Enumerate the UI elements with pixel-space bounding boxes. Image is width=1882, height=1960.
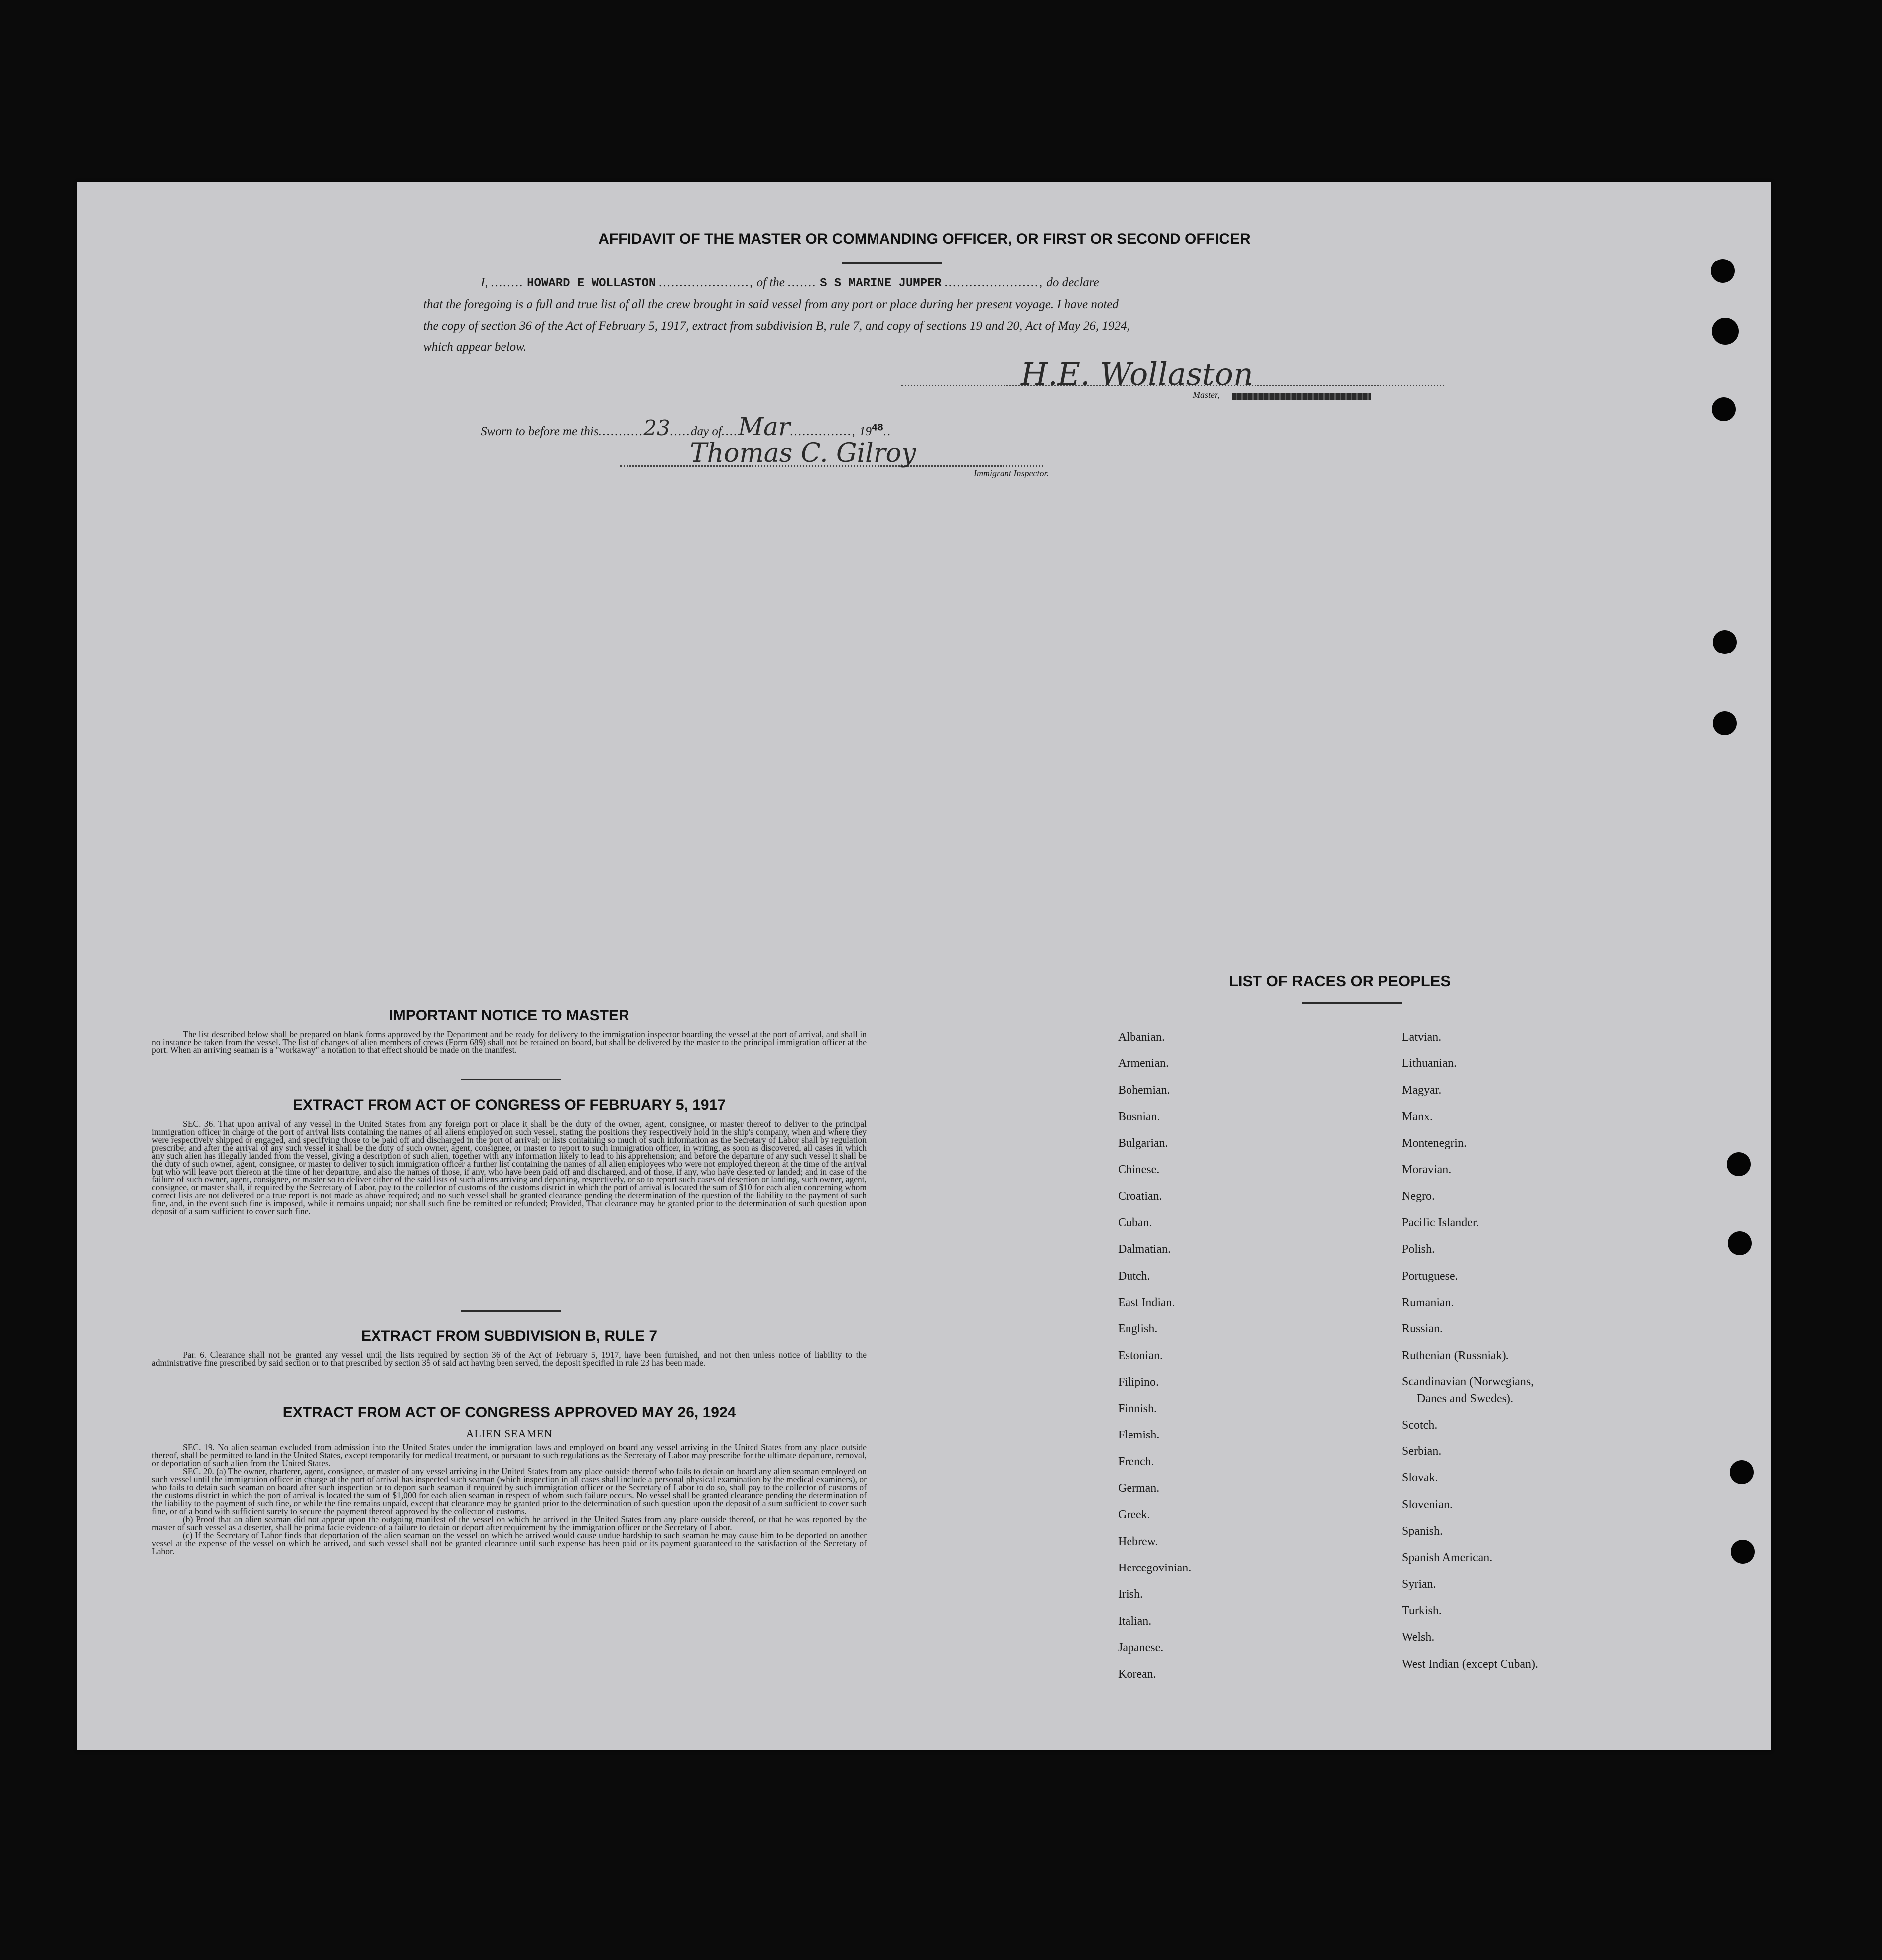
i-label: I, — [481, 276, 488, 289]
races-title: LIST OF RACES OR PEOPLES — [1228, 972, 1451, 990]
race-item: East Indian. — [1118, 1296, 1175, 1309]
master-caption: Master, — [1193, 390, 1220, 400]
sworn-label: Sworn to before me this — [481, 425, 599, 438]
punch-hole — [1728, 1231, 1752, 1255]
race-item: Slovenian. — [1402, 1498, 1453, 1511]
punch-hole — [1730, 1460, 1754, 1484]
race-item: Scotch. — [1402, 1418, 1438, 1432]
race-item: Flemish. — [1118, 1429, 1160, 1442]
race-item: Japanese. — [1118, 1641, 1164, 1654]
notice-text-block — [152, 1030, 867, 1054]
race-item: Slovak. — [1402, 1471, 1438, 1485]
race-item: German. — [1118, 1482, 1160, 1495]
race-item: Armenian. — [1118, 1057, 1169, 1070]
race-item: Serbian. — [1402, 1445, 1442, 1458]
race-item: Bohemian. — [1118, 1083, 1170, 1097]
sworn-month: Mar — [738, 412, 790, 441]
race-item: Portuguese. — [1402, 1269, 1458, 1283]
affidavit-line-4: which appear below. — [423, 340, 527, 354]
race-item: Turkish. — [1402, 1604, 1442, 1617]
race-item: Scandinavian (Norwegians, — [1402, 1375, 1534, 1388]
race-item: Pacific Islander. — [1402, 1216, 1479, 1230]
race-item: Ruthenian (Russniak). — [1402, 1349, 1509, 1362]
notice-title: IMPORTANT NOTICE TO MASTER — [389, 1007, 629, 1024]
race-item: Welsh. — [1402, 1631, 1435, 1644]
punch-hole — [1731, 1540, 1755, 1564]
race-item: French. — [1118, 1455, 1154, 1468]
affidavit-line-3: the copy of section 36 of the Act of February 5, 1917, extract from subdivision B, rule 7, and copy of sections 19 and 20, Act of May 26, 1924, — [423, 319, 1130, 333]
section-rule — [461, 1310, 561, 1312]
affidavit-line-2: that the foregoing is a full and true list of all the crew brought in said vessel from any port or place during her present voyage. I have noted — [423, 298, 1119, 311]
race-item: English. — [1118, 1322, 1158, 1336]
race-item: Dutch. — [1118, 1269, 1150, 1283]
race-item: Russian. — [1402, 1322, 1443, 1336]
master-name: HOWARD E WOLLASTON — [527, 277, 656, 290]
races-left-column — [1118, 1024, 1191, 1688]
race-item: Chinese. — [1118, 1163, 1160, 1176]
alien-seamen-subtitle: ALIEN SEAMEN — [466, 1427, 553, 1439]
sec-20c-paragraph: (c) If the Secretary of Labor finds that deportation of the alien seaman on the vessel on which he arrived would cause undue hardship to such seaman he may cause him to be deported on another vessel at the expense of the vessel on which he arrived, and such vessel shall not be granted clearance until such expense has been paid or its payment guaranteed to the satisfaction of the Secretary of Labor. — [152, 1530, 867, 1556]
punch-hole — [1712, 397, 1736, 421]
race-item: Bulgarian. — [1118, 1137, 1168, 1150]
race-item: Hebrew. — [1118, 1535, 1158, 1548]
race-item: Croatian. — [1118, 1189, 1162, 1203]
punch-hole — [1713, 711, 1737, 735]
race-item: Dalmatian. — [1118, 1243, 1171, 1256]
act-1924-text-block — [152, 1443, 867, 1555]
race-item: Korean. — [1118, 1668, 1156, 1681]
document-sheet — [77, 182, 1771, 1750]
inspector-signature: Thomas C. Gilroy — [690, 438, 916, 468]
rule-7-title: EXTRACT FROM SUBDIVISION B, RULE 7 — [361, 1328, 658, 1344]
act-1917-paragraph: SEC. 36. That upon arrival of any vessel in the United States from any foreign port or place it shall be the duty of the owner, agent, consignee, or master thereof to deliver to the principal immigration officer in charge of the port of arrival lists containing the names of all aliens employed on such vessel, stating the positions they respectively hold in the ship's company, when and where they were respectively shipped or engaged, and specifying those to be paid off and discharged in the port of arrival; or lists containing so much of such information as the Secretary of Labor shall by regulation prescribe; and after the arrival of any such vessel it shall be the duty of such owner, agent, consignee, or master to report to such immigration officer, in writing, as soon as discovered, all cases in which any such alien has illegally landed from the vessel, giving a description of such alien, together with any information likely to lead to his apprehension; and before the departure of any such vessel it shall be the duty of such owner, agent, consignee, or master to deliver to such immigration officer a further list containing the names of all alien employees who were not employed thereon at the time of the arrival but who will leave port thereon at the time of her departure, and also the names of those, if any, who have been paid off and discharged, and of those, if any, who have deserted or landed; and in case of the failure of such owner, agent, consignee, or master so to deliver either of the said lists of such aliens arriving and departing, respectively, or so to report such cases of desertion or landing, such owner, agent, consignee, or master shall, if required by the Secretary of Labor, pay to the collector of customs of the customs district in which the port of arrival is located the sum of $10 for each alien concerning whom correct lists are not delivered or a true report is not made as above required; and no such vessel shall be granted clearance pending the determination of the question of the liability to the payment of such fine, and, in the event such fine is imposed, while it remains unpaid; nor shall such fine be remitted or refunded; Provided, That clearance may be granted prior to the determination of such question upon deposit of a sum sufficient to cover such fine. — [152, 1119, 867, 1216]
race-item: Magyar. — [1402, 1083, 1442, 1097]
race-item: Greek. — [1118, 1508, 1150, 1522]
race-item: Italian. — [1118, 1614, 1152, 1628]
vessel-name: S S MARINE JUMPER — [820, 277, 942, 290]
race-item: Lithuanian. — [1402, 1057, 1457, 1070]
year-suffix: 48 — [871, 422, 883, 434]
act-1917-text-block — [152, 1120, 867, 1215]
punch-hole — [1712, 318, 1739, 345]
race-item: Albanian. — [1118, 1031, 1165, 1044]
rule-7-text-block — [152, 1351, 867, 1367]
sworn-line: Sworn to before me this...........23.....day of....Mar..............., $19^{48}$.. — [481, 412, 892, 441]
race-item: Montenegrin. — [1402, 1137, 1467, 1150]
race-item: Estonian. — [1118, 1349, 1163, 1362]
race-item: Irish. — [1118, 1588, 1143, 1601]
punch-hole — [1711, 259, 1735, 283]
races-title-rule — [1302, 1002, 1402, 1004]
race-item: Moravian. — [1402, 1163, 1452, 1176]
race-item: Manx. — [1402, 1110, 1433, 1123]
race-item: Spanish American. — [1402, 1551, 1493, 1565]
race-item: Spanish. — [1402, 1525, 1443, 1538]
rule-7-paragraph: Par. 6. Clearance shall not be granted any vessel until the lists required by section 36 of the Act of February 5, 1917, have been furnished, and not then unless notice of liability to the administrative fine prescribed by said section or to that prescribed by section 35 of said act having been served, the deposit specified in rule 23 has been made. — [152, 1350, 867, 1368]
punch-hole — [1727, 1152, 1751, 1176]
race-item: Cuban. — [1118, 1216, 1152, 1230]
race-item: Rumanian. — [1402, 1296, 1454, 1309]
race-item: Syrian. — [1402, 1577, 1436, 1591]
notice-paragraph: The list described below shall be prepared on blank forms approved by the Department and be ready for delivery to the immigration inspector boarding the vessel at the port of arrival, and shall in no instance be taken from the vessel. The list of changes of alien members of crews (Form 689) shall not be retained on board, but shall be delivered by the master to the principal immigration officer at the port. When an arriving seaman is a "workaway" a notation to that effect should be made on the manifest. — [152, 1029, 867, 1055]
day-of-label: day of — [691, 425, 722, 438]
section-rule — [461, 1079, 561, 1080]
do-declare-label: do declare — [1046, 276, 1099, 289]
race-item: Finnish. — [1118, 1402, 1157, 1416]
year-prefix: 19 — [859, 425, 872, 438]
affidavit-declaration-line: I, ........ HOWARD E WOLLASTON ......................, of the ....... S S MARINE JUMPER ......................., do declare — [481, 276, 1099, 290]
races-right-column — [1402, 1024, 1538, 1678]
race-item-continuation: Danes and Swedes). — [1417, 1392, 1513, 1405]
race-item: Hercegovinian. — [1118, 1561, 1192, 1574]
race-item: Bosnian. — [1118, 1110, 1160, 1123]
race-item: Latvian. — [1402, 1031, 1442, 1044]
title-rule — [842, 262, 942, 264]
struck-out-text — [1232, 393, 1371, 400]
race-item: West Indian (except Cuban). — [1402, 1657, 1538, 1671]
race-item: Negro. — [1402, 1189, 1435, 1203]
affidavit-title: AFFIDAVIT OF THE MASTER OR COMMANDING OFFICER, OR FIRST OR SECOND OFFICER — [598, 231, 1251, 247]
of-the-label: of the — [756, 276, 785, 289]
sec-19-paragraph: SEC. 19. No alien seaman excluded from admission into the United States under the immigration laws and employed on board any vessel arriving in the United States from any place outside thereof, shall be permitted to land in the United States, except temporarily for medical treatment, or pursuant to such regulations as the Secretary of Labor may prescribe for the ultimate departure, removal, or deportation of such alien from the United States. — [152, 1442, 867, 1468]
act-1917-title: EXTRACT FROM ACT OF CONGRESS OF FEBRUARY 5, 1917 — [293, 1097, 726, 1113]
sec-20a-paragraph: SEC. 20. (a) The owner, charterer, agent, consignee, or master of any vessel arriving in the United States from any place outside thereof who fails to detain on board any alien seaman employed on such vessel until the immigration officer in charge at the port of arrival has inspected such seaman (which inspection in all cases shall include a personal physical examination by the medical examiners), or who fails to detain such seaman on board after such inspection or to deport such seaman if required by such immigration officer or the Secretary of Labor to do so, shall pay to the collector of customs of the customs district in which the port of arrival is located the sum of $1,000 for each alien seaman in respect of whom such failure occurs. No vessel shall be granted clearance pending the determination of the liability to the payment of such fine, or while the fine remains unpaid, except that clearance may be granted prior to the determination of such question upon the deposit of a sum sufficient to cover such fine, or of a bond with sufficient surety to secure the payment thereof approved by the collector of customs. — [152, 1466, 867, 1516]
master-signature: H.E. Wollaston — [1021, 356, 1253, 392]
punch-hole — [1713, 630, 1737, 654]
race-item: Filipino. — [1118, 1375, 1159, 1389]
sworn-day: 23 — [643, 416, 670, 440]
act-1924-title: EXTRACT FROM ACT OF CONGRESS APPROVED MAY 26, 1924 — [282, 1404, 736, 1421]
inspector-caption: Immigrant Inspector. — [974, 468, 1049, 478]
sec-20b-paragraph: (b) Proof that an alien seaman did not appear upon the outgoing manifest of the vessel on which he arrived in the United States from any place outside thereof, or that he was reported by the master of such vessel as a deserter, shall be prima facie evidence of a failure to detain or deport after requirement by the immigration officer or the Secretary of Labor. — [152, 1514, 867, 1532]
race-item: Polish. — [1402, 1243, 1435, 1256]
